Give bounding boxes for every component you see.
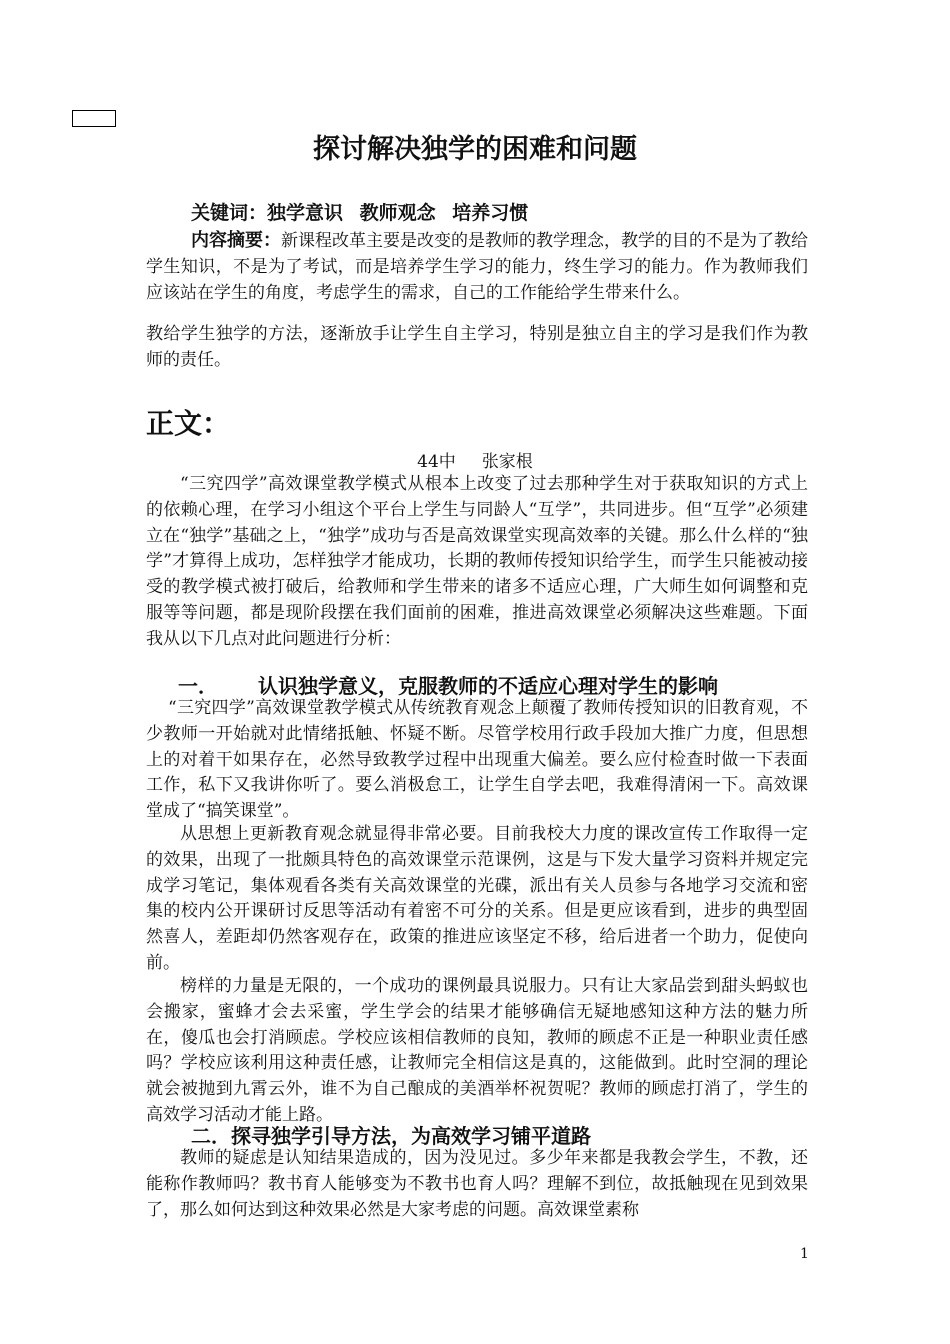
keywords-label: 关键词：独学意识 [191, 202, 344, 224]
keyword-2: 教师观念 [359, 202, 436, 224]
section-1-number: 一． [178, 674, 218, 698]
paragraph-intro: “三究四学”高效课堂教学模式从根本上改变了过去那种学生对于获取知识的方式上的依赖心理，在学习小组这个平台上学生与同龄人“互学”，共同进步。但“互学”必须建立在“独学”基础之上，“独学”成功与否是高效课堂实现高效率的关键。那么什么样的“独学”才算得上成功，怎样独学才能成功，长期的教师传授知识给学生，而学生只能被动接受的教学模式被打破后，给教师和学生带来的诸多不适应心理，广大师生如何调整和克服等等问题，都是现阶段摆在我们面前的困难，推进高效课堂必须解决这些难题。下面我从以下几点对此问题进行分析： [146, 474, 808, 649]
abstract-paragraph [146, 228, 808, 306]
corner-box [72, 110, 116, 127]
paragraph-section1-c: 榜样的力量是无限的，一个成功的课例最具说服力。只有让大家品尝到甜头蚂蚁也会搬家，蜜蜂才会去采蜜，学生学会的结果才能够确信无疑地感知这种方法的魅力所在，傻瓜也会打消顾虑。学校应该相信教师的良知，教师的顾虑不正是一种职业责任感吗？学校应该利用这种责任感，让教师完全相信这是真的，这能做到。此时空洞的理论就会被抛到九霄云外，谁不为自己酿成的美酒举杯祝贺呢？教师的顾虑打消了，学生的高效学习活动才能上路。 [146, 976, 808, 1125]
paragraph-section2-a: 教师的疑虑是认知结果造成的，因为没见过。多少年来都是我教会学生，不教，还能称作教师吗？教书育人能够变为不教书也育人吗？理解不到位，故抵触现在见到效果了，那么如何达到这种效果必然是大家考虑的问题。高效课堂素称 [146, 1148, 808, 1220]
paragraph-section1-a: “三究四学”高效课堂教学模式从传统教育观念上颠覆了教师传授知识的旧教育观，不少教师一开始就对此情绪抵触、怀疑不断。尽管学校用行政手段加大推广力度，但思想上的对着干如果存在，必然导致教学过程中出现重大偏差。要么应付检查时做一下表面工作，私下又我讲你听了。要么消极怠工，让学生自学去吧，我难得清闲一下。高效课堂成了“搞笑课堂”。 [146, 698, 808, 822]
abstract-text: 新课程改革主要是改变的是教师的教学理念，教学的目的不是为了教给学生知识，不是为了考试，而是培养学生学习的能力，终生学习的能力。作为教师我们应该站在学生的角度，考虑学生的需求，自己的工作能给学生带来什么。 [146, 231, 808, 303]
abstract-paragraph-2: 教给学生独学的方法，逐渐放手让学生自主学习，特别是独立自主的学习是我们作为教师的责任。 [146, 324, 808, 370]
author-name: 张家根 [481, 452, 533, 472]
author-school: 44中 [417, 452, 456, 472]
keyword-3: 培养习惯 [452, 202, 529, 224]
keywords-line [191, 200, 538, 226]
author-line [0, 450, 950, 474]
body-heading: 正文： [146, 407, 231, 440]
abstract-label: 内容摘要： [191, 230, 281, 251]
paragraph-section1-b: 从思想上更新教育观念就显得非常必要。目前我校大力度的课改宣传工作取得一定的效果，出现了一批颇具特色的高效课堂示范课例，这是与下发大量学习资料并规定完成学习笔记，集体观看各类有关高效课堂的光碟，派出有关人员参与各地学习交流和密集的校内公开课研讨反思等活动有着密不可分的关系。但是更应该看到，进步的典型固然喜人，差距却仍然客观存在，政策的推进应该坚定不移，给后进者一个助力，促使向前。 [146, 824, 808, 973]
section-1-title: 认识独学意义，克服教师的不适应心理对学生的影响 [258, 674, 718, 698]
document-title: 探讨解决独学的困难和问题 [313, 134, 637, 165]
section-heading-2: 二．探寻独学引导方法，为高效学习铺平道路 [191, 1124, 591, 1148]
page-number: 1 [800, 1246, 809, 1262]
